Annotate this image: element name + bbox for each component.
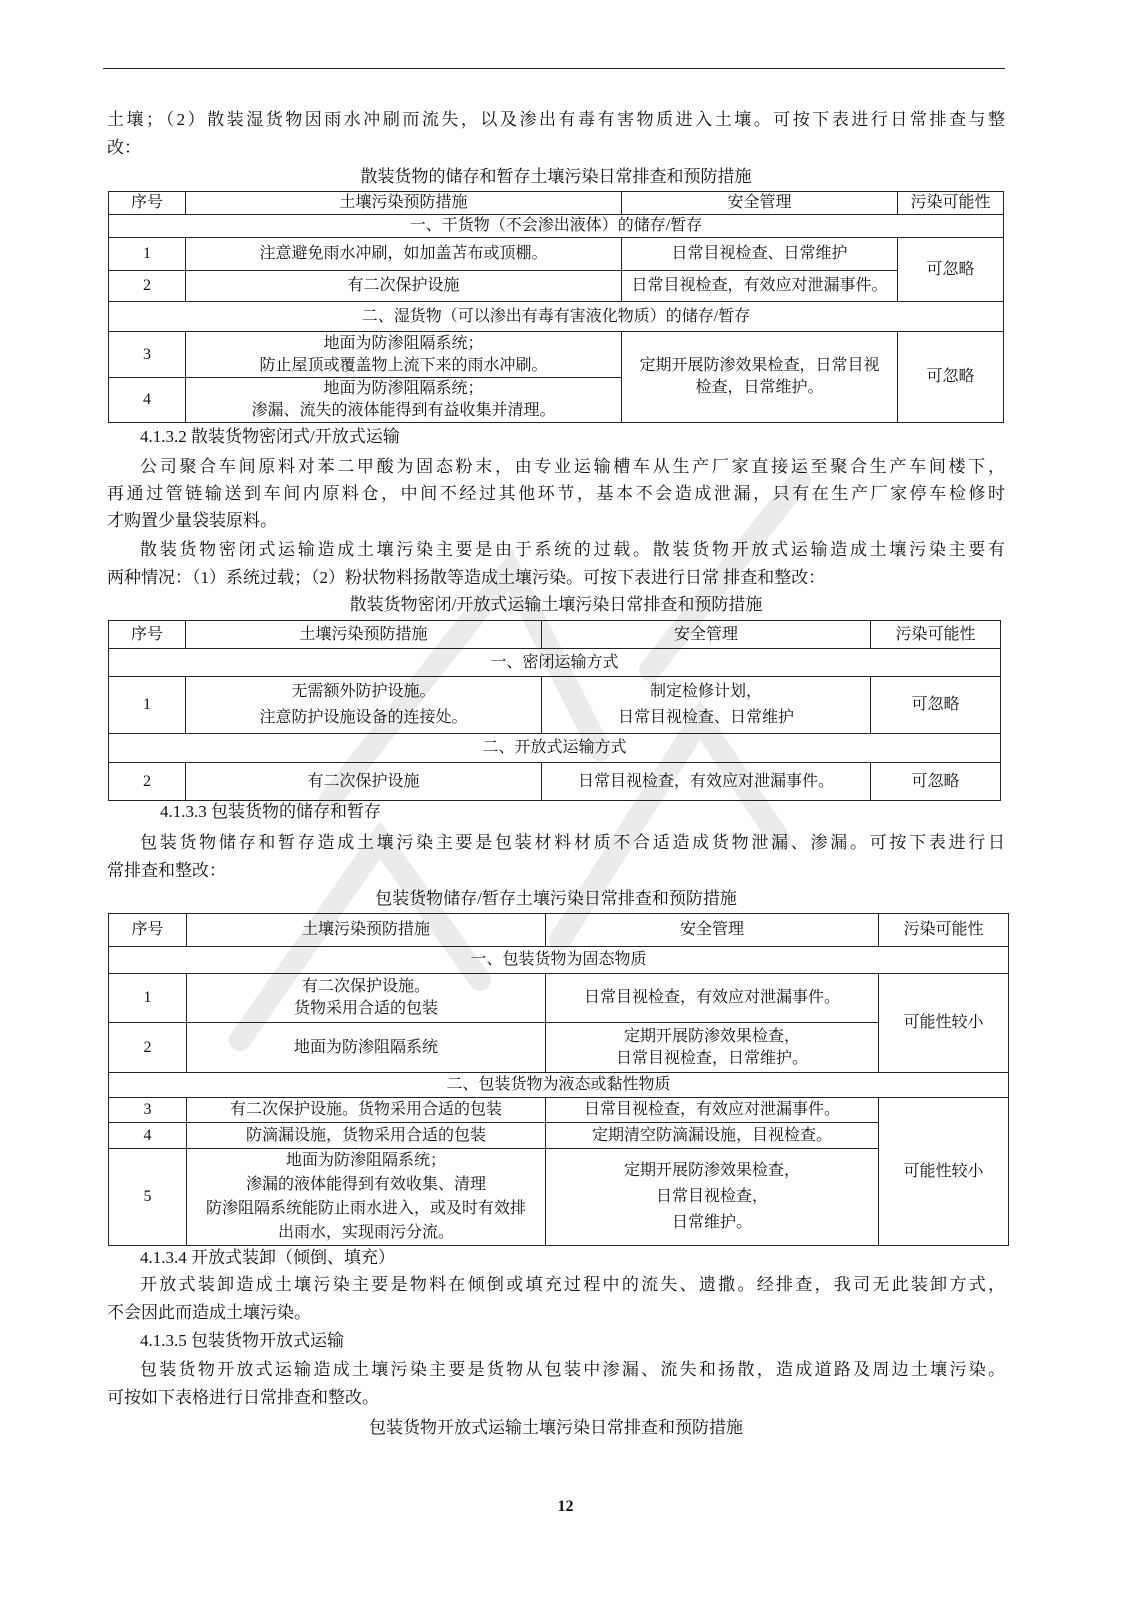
measure-line: 注意防护设施设备的连接处。 xyxy=(259,709,468,726)
table-caption: 包装货物储存/暂存土壤污染日常排查和预防措施 xyxy=(375,889,737,908)
management-line: 定期开展防渗效果检查， xyxy=(623,1162,800,1179)
section-heading: 4.1.3.3 包装货物的储存和暂存 xyxy=(160,802,381,821)
section-row: 二、开放式运输方式 xyxy=(109,734,1001,763)
risk-cell: 可忽略 xyxy=(871,763,1001,801)
paragraph-line: 可按如下表格进行日常排查和整改。 xyxy=(107,1388,379,1407)
section-heading: 4.1.3.4 开放式装卸（倾倒、填充） xyxy=(140,1248,395,1267)
paragraph-line: 包装货物开放式运输造成土壤污染主要是货物从包装中渗漏、流失和扬散，造成道路及周边土壤污染。 xyxy=(140,1360,1005,1379)
section-row: 一、干货物（不会渗出液体）的储存/暂存 xyxy=(109,215,1004,238)
measure-line: 无需额外防护设施。 xyxy=(291,683,436,700)
management-line: 日常目视检查、日常维护 xyxy=(617,709,794,726)
measure-line: 出雨水，实现雨污分流。 xyxy=(277,1224,454,1241)
measure-cell xyxy=(187,1149,546,1246)
measure-cell xyxy=(186,332,622,378)
risk-cell: 可忽略 xyxy=(898,238,1004,302)
measure-cell xyxy=(186,378,622,423)
measure-cell: 防滴漏设施，货物采用合适的包装 xyxy=(187,1123,546,1149)
management-cell xyxy=(546,1149,879,1246)
management-line: 定期开展防渗效果检查， xyxy=(623,1027,800,1045)
row-number: 2 xyxy=(109,1023,187,1073)
header-cell: 序号 xyxy=(109,192,186,215)
table-bulk-storage xyxy=(108,191,1004,423)
row-number: 1 xyxy=(109,677,186,734)
paragraph-line: 改： xyxy=(107,138,141,157)
header-cell: 安全管理 xyxy=(542,621,871,649)
management-cell: 日常目视检查，有效应对泄漏事件。 xyxy=(542,763,871,801)
header-cell: 污染可能性 xyxy=(898,192,1004,215)
header-cell: 污染可能性 xyxy=(879,914,1009,947)
measure-line: 渗漏、流失的液体能得到有益收集并清理。 xyxy=(251,402,556,419)
header-cell: 安全管理 xyxy=(622,192,898,215)
management-line: 日常目视检查，日常维护。 xyxy=(615,1049,808,1067)
measure-line: 地面为防渗阻隔系统； xyxy=(285,1152,446,1169)
measure-line: 地面为防渗阻隔系统； xyxy=(323,380,484,397)
management-cell: 日常目视检查，有效应对泄漏事件。 xyxy=(622,271,898,302)
row-number: 4 xyxy=(109,1123,187,1149)
table-bulk-transport xyxy=(108,620,1001,801)
header-cell: 污染可能性 xyxy=(871,621,1001,649)
section-row: 二、包装货物为液态或黏性物质 xyxy=(109,1073,1009,1098)
table-caption: 包装货物开放式运输土壤污染日常排查和预防措施 xyxy=(369,1418,743,1437)
table-caption: 散装货物的储存和暂存土壤污染日常排查和预防措施 xyxy=(360,167,752,186)
management-cell xyxy=(542,677,871,734)
management-cell: 定期开展防渗效果检查，日常目视检查，日常维护。 xyxy=(622,332,898,423)
section-row: 二、湿货物（可以渗出有毒有害液化物质）的储存/暂存 xyxy=(109,302,1004,332)
measure-cell: 有二次保护设施 xyxy=(186,763,542,801)
paragraph-line: 常排查和整改： xyxy=(107,861,226,880)
header-cell: 土壤污染预防措施 xyxy=(186,621,542,649)
paragraph-line: 公司聚合车间原料对苯二甲酸为固态粉末，由专业运输槽车从生产厂家直接运至聚合生产车间楼下， xyxy=(140,457,1005,476)
page-number: 12 xyxy=(557,1498,574,1515)
risk-cell: 可忽略 xyxy=(898,332,1004,423)
measure-cell: 有二次保护设施 xyxy=(186,271,622,302)
measure-line: 防止屋顶或覆盖物上流下来的雨水冲刷。 xyxy=(259,356,548,374)
table-packaged-storage xyxy=(108,913,1009,1246)
row-number: 1 xyxy=(109,238,186,271)
table-caption: 散装货物密闭/开放式运输土壤污染日常排查和预防措施 xyxy=(349,595,763,614)
measure-cell: 有二次保护设施。货物采用合适的包装 xyxy=(187,1098,546,1123)
paragraph-line: 散装货物密闭式运输造成土壤污染主要是由于系统的过载。散装货物开放式运输造成土壤污染主要有 xyxy=(140,540,1005,559)
management-cell xyxy=(546,1023,879,1073)
paragraph-line: 不会因此而造成土壤污染。 xyxy=(107,1303,311,1322)
measure-line: 地面为防渗阻隔系统； xyxy=(323,334,484,352)
management-line: 日常维护。 xyxy=(671,1214,752,1231)
risk-cell: 可能性较小 xyxy=(879,1098,1009,1246)
management-line: 日常目视检查， xyxy=(655,1188,768,1205)
management-cell: 日常目视检查，有效应对泄漏事件。 xyxy=(546,1098,879,1123)
management-cell: 定期清空防滴漏设施，目视检查。 xyxy=(546,1123,879,1149)
header-cell: 序号 xyxy=(109,621,186,649)
paragraph-line: 再通过管链输送到车间内原料仓，中间不经过其他环节，基本不会造成泄漏，只有在生产厂家停车检修时 xyxy=(107,484,1005,503)
section-heading: 4.1.3.2 散装货物密闭式/开放式运输 xyxy=(140,427,400,446)
measure-cell: 地面为防渗阻隔系统 xyxy=(187,1023,546,1073)
measure-cell xyxy=(186,677,542,734)
row-number: 2 xyxy=(109,271,186,302)
paragraph-line: 土壤；（2）散装湿货物因雨水冲刷而流失，以及渗出有毒有害物质进入土壤。可按下表进行日常排查与整 xyxy=(107,110,1005,129)
measure-line: 货物采用合适的包装 xyxy=(293,1000,438,1017)
paragraph-line: 才购置少量袋装原料。 xyxy=(107,511,277,530)
row-number: 3 xyxy=(109,332,186,378)
row-number: 2 xyxy=(109,763,186,801)
measure-line: 防渗阻隔系统能防止雨水进入，或及时有效排 xyxy=(205,1200,526,1217)
header-cell: 序号 xyxy=(109,914,187,947)
header-cell: 土壤污染预防措施 xyxy=(186,192,622,215)
row-number: 1 xyxy=(109,974,187,1023)
paragraph-line: 包装货物储存和暂存造成土壤污染主要是包装材料材质不合适造成货物泄漏、渗漏。可按下表进行日 xyxy=(140,833,1005,852)
measure-line: 渗漏的液体能得到有效收集、清理 xyxy=(245,1176,486,1193)
risk-cell: 可忽略 xyxy=(871,677,1001,734)
row-number: 4 xyxy=(109,378,186,423)
management-line: 制定检修计划， xyxy=(649,683,762,700)
row-number: 3 xyxy=(109,1098,187,1123)
management-cell: 日常目视检查、日常维护 xyxy=(622,238,898,271)
section-row: 一、包装货物为固态物质 xyxy=(109,947,1009,974)
management-cell: 日常目视检查，有效应对泄漏事件。 xyxy=(546,974,879,1023)
risk-cell: 可能性较小 xyxy=(879,974,1009,1073)
header-cell: 安全管理 xyxy=(546,914,879,947)
header-rule xyxy=(103,68,1005,69)
section-row: 一、密闭运输方式 xyxy=(109,649,1001,677)
measure-cell xyxy=(187,974,546,1023)
paragraph-line: 开放式装卸造成土壤污染主要是物料在倾倒或填充过程中的流失、遗撒。经排查，我司无此装卸方式， xyxy=(140,1275,1005,1294)
paragraph-line: 两种情况：（1）系统过载；（2）粉状物料扬散等造成土壤污染。可按下表进行日常 排查和整改： xyxy=(107,568,826,587)
section-heading: 4.1.3.5 包装货物开放式运输 xyxy=(140,1331,344,1350)
row-number: 5 xyxy=(109,1149,187,1246)
header-cell: 土壤污染预防措施 xyxy=(187,914,546,947)
measure-cell: 注意避免雨水冲刷，如加盖苫布或顶棚。 xyxy=(186,238,622,271)
measure-line: 有二次保护设施。 xyxy=(301,978,430,995)
